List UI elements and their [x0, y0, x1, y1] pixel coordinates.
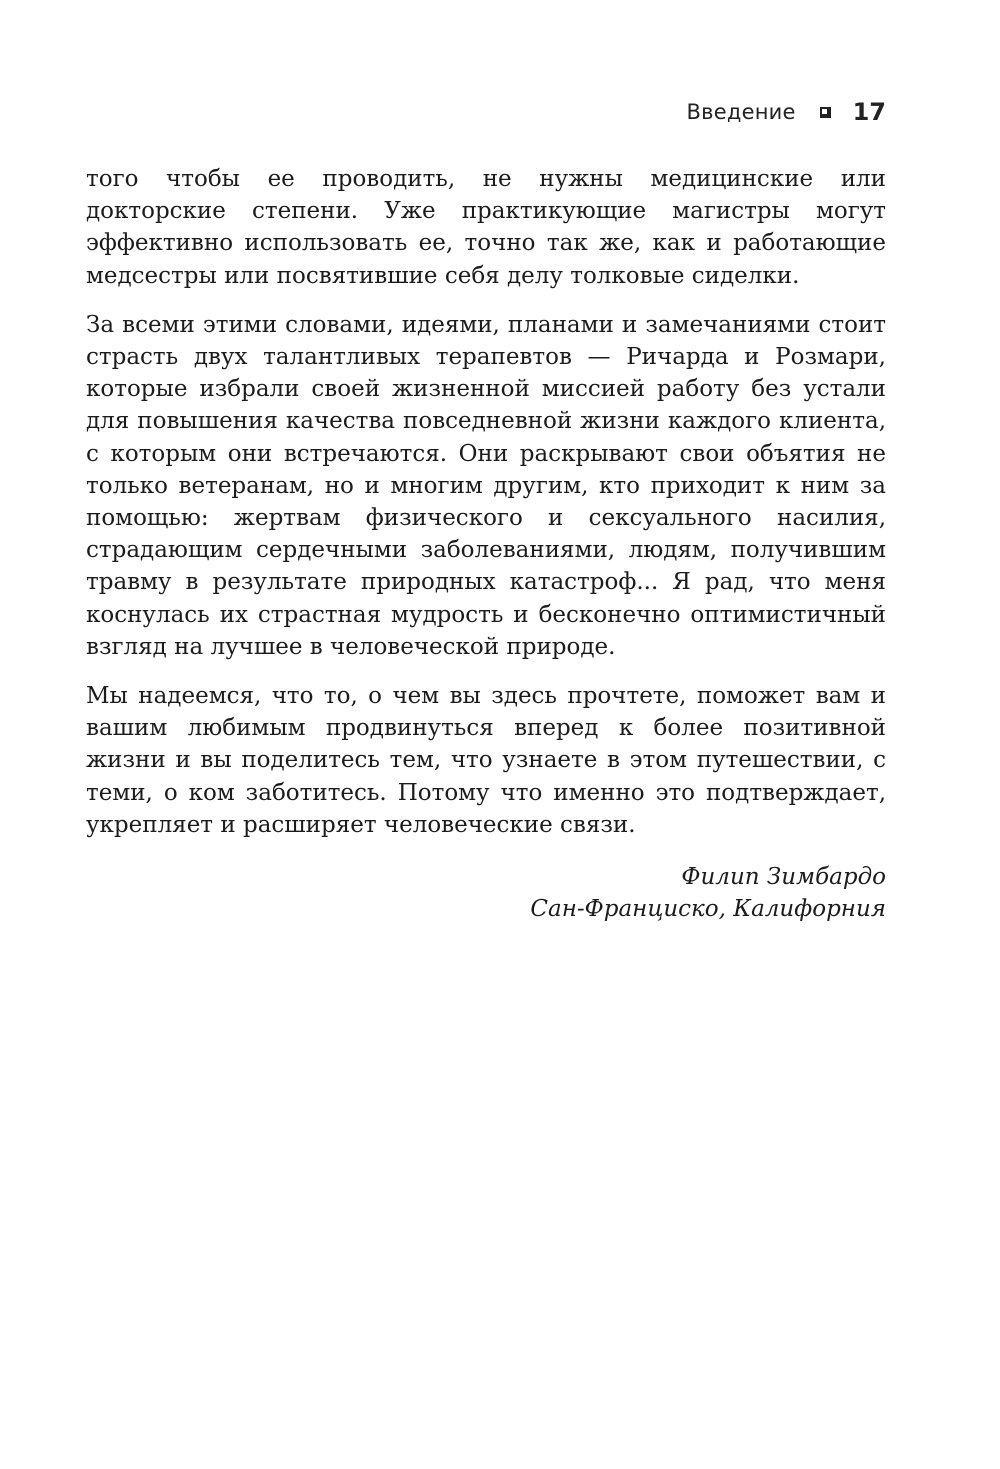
paragraph-1: того чтобы ее проводить, не нужны медицинские или докторские степени. Уже практикующие магистры могут эффективно использовать ее, точно так же, как и работающие медсестры или посвятившие себя делу толковые сиделки.	[86, 166, 886, 289]
paragraph-3: Мы надеемся, что то, о чем вы здесь прочтете, поможет вам и вашим любимым продвинуться вперед к более позитивной жизни и вы поделитесь тем, что узнаете в этом путешествии, с теми, о ком заботитесь. Потому что именно это подтверждает, укрепляет и расширяет человеческие связи.	[86, 683, 886, 838]
body-text	[86, 163, 886, 925]
signature-name: Филип Зимбардо	[681, 864, 886, 891]
running-header	[687, 98, 886, 126]
paragraph-2: За всеми этими словами, идеями, планами и замечаниями стоит страсть двух талантливых терапевтов — Ричарда и Розмари, которые избрали своей жизненной миссией работу без устали для повышения качества повседневной жизни каждого клиента, с которым они встречаются. Они раскрывают свои объятия не только ветеранам, но и многим другим, кто приходит к ним за помощью: жертвам физического и сексуального насилия, страдающим сердечными заболеваниями, людям, получившим травму в результате природных катастроф... Я рад, что меня коснулась их страстная мудрость и бесконечно оптимистичный взгляд на лучшее в человеческой природе.	[86, 311, 886, 660]
square-bullet-icon	[820, 107, 831, 118]
signature-place: Сан-Франциско, Калифорния	[530, 896, 886, 923]
book-page	[86, 0, 886, 1469]
signature	[86, 861, 886, 925]
section-title: Введение	[686, 100, 796, 124]
page-number: 17	[852, 98, 886, 126]
